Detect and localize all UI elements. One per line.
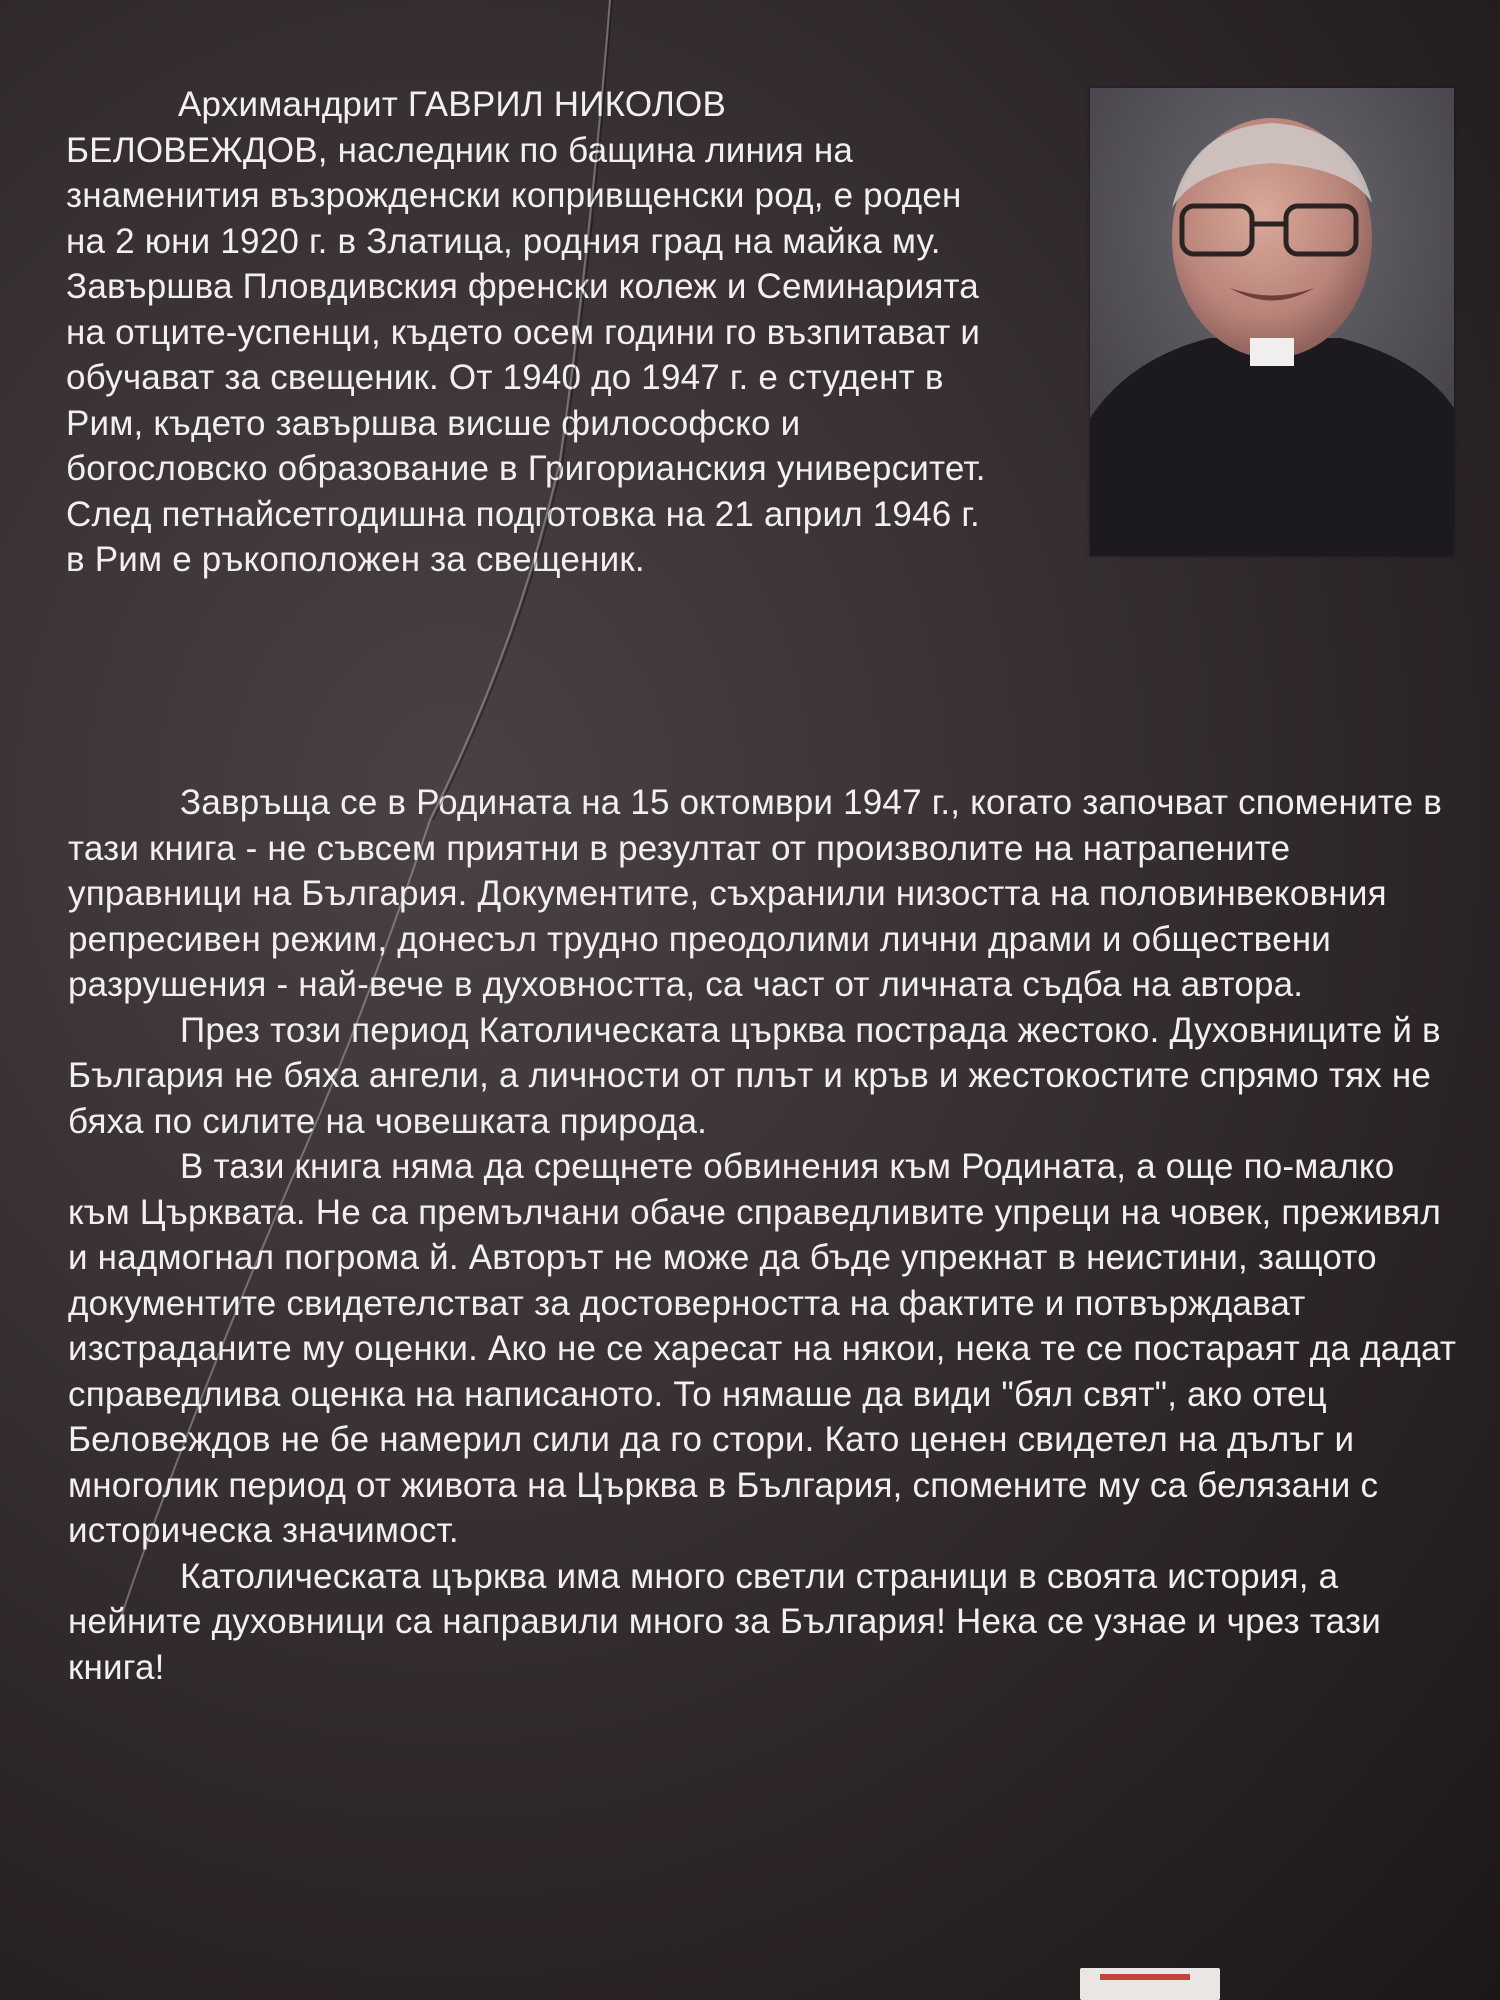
book-description-block <box>68 780 1458 1690</box>
author-bio-paragraph: Архимандрит ГАВРИЛ НИКОЛОВ БЕЛОВЕЖДОВ, наследник по бащина линия на знаменития възрожденски копривщенски род, е роден на 2 юни 1920 г. в Златица, родния град на майка му. Завършва Пловдивския френски колеж и Семинарията на отците-успенци, където осем години го възпитават и обучават за свещеник. От 1940 до 1947 г. е студент в Рим, където завършва висше философско и богословско образование в Григорианския университет. След петнайсетгодишна подготовка на 21 април 1946 г. в Рим е ръкоположен за свещеник. <box>66 85 986 579</box>
sticker-mark <box>1100 1974 1190 1980</box>
author-portrait-image <box>1090 88 1454 556</box>
price-sticker <box>1080 1968 1220 2000</box>
author-bio-block <box>66 82 996 583</box>
description-paragraph-2: През този период Католическата църква пострада жестоко. Духовниците й в България не бяха ангели, а личности от плът и кръв и жестокостите спрямо тях не бяха по силите на човешката природа. <box>68 1010 1441 1141</box>
description-paragraph-1: Завръща се в Родината на 15 октомври 1947 г., когато започват спомените в тази книга - не съвсем приятни в резултат от произволите на натрапените управници на България. Документите, съхранили низостта на половинвековния репресивен режим, донесъл трудно преодолими лични драми и обществени разрушения - най-вече в духовността, са част от личната съдба на автора. <box>68 783 1443 1004</box>
author-portrait <box>1090 88 1454 556</box>
description-paragraph-3: В тази книга няма да срещнете обвинения към Родината, а още по-малко към Църквата. Не са премълчани обаче справедливите упреци на човек, преживял и надмогнал погрома й. Авторът не може да бъде упрекнат в неистини, защото документите свидетелстват за достоверността на фактите и потвърждават изстраданите му оценки. Ако не се харесат на някои, нека те се постараят да дадат справедлива оценка на написаното. То нямаше да види "бял свят", ако отец Беловеждов не бе намерил сили да го стори. Като ценен свидетел на дълъг и многолик период от живота на Църква в България, спомените му са белязани с историческа значимост. <box>68 1147 1457 1550</box>
description-paragraph-4: Католическата църква има много светли страници в своята история, а нейните духовници са направили много за България! Нека се узнае и чрез тази книга! <box>68 1556 1381 1687</box>
